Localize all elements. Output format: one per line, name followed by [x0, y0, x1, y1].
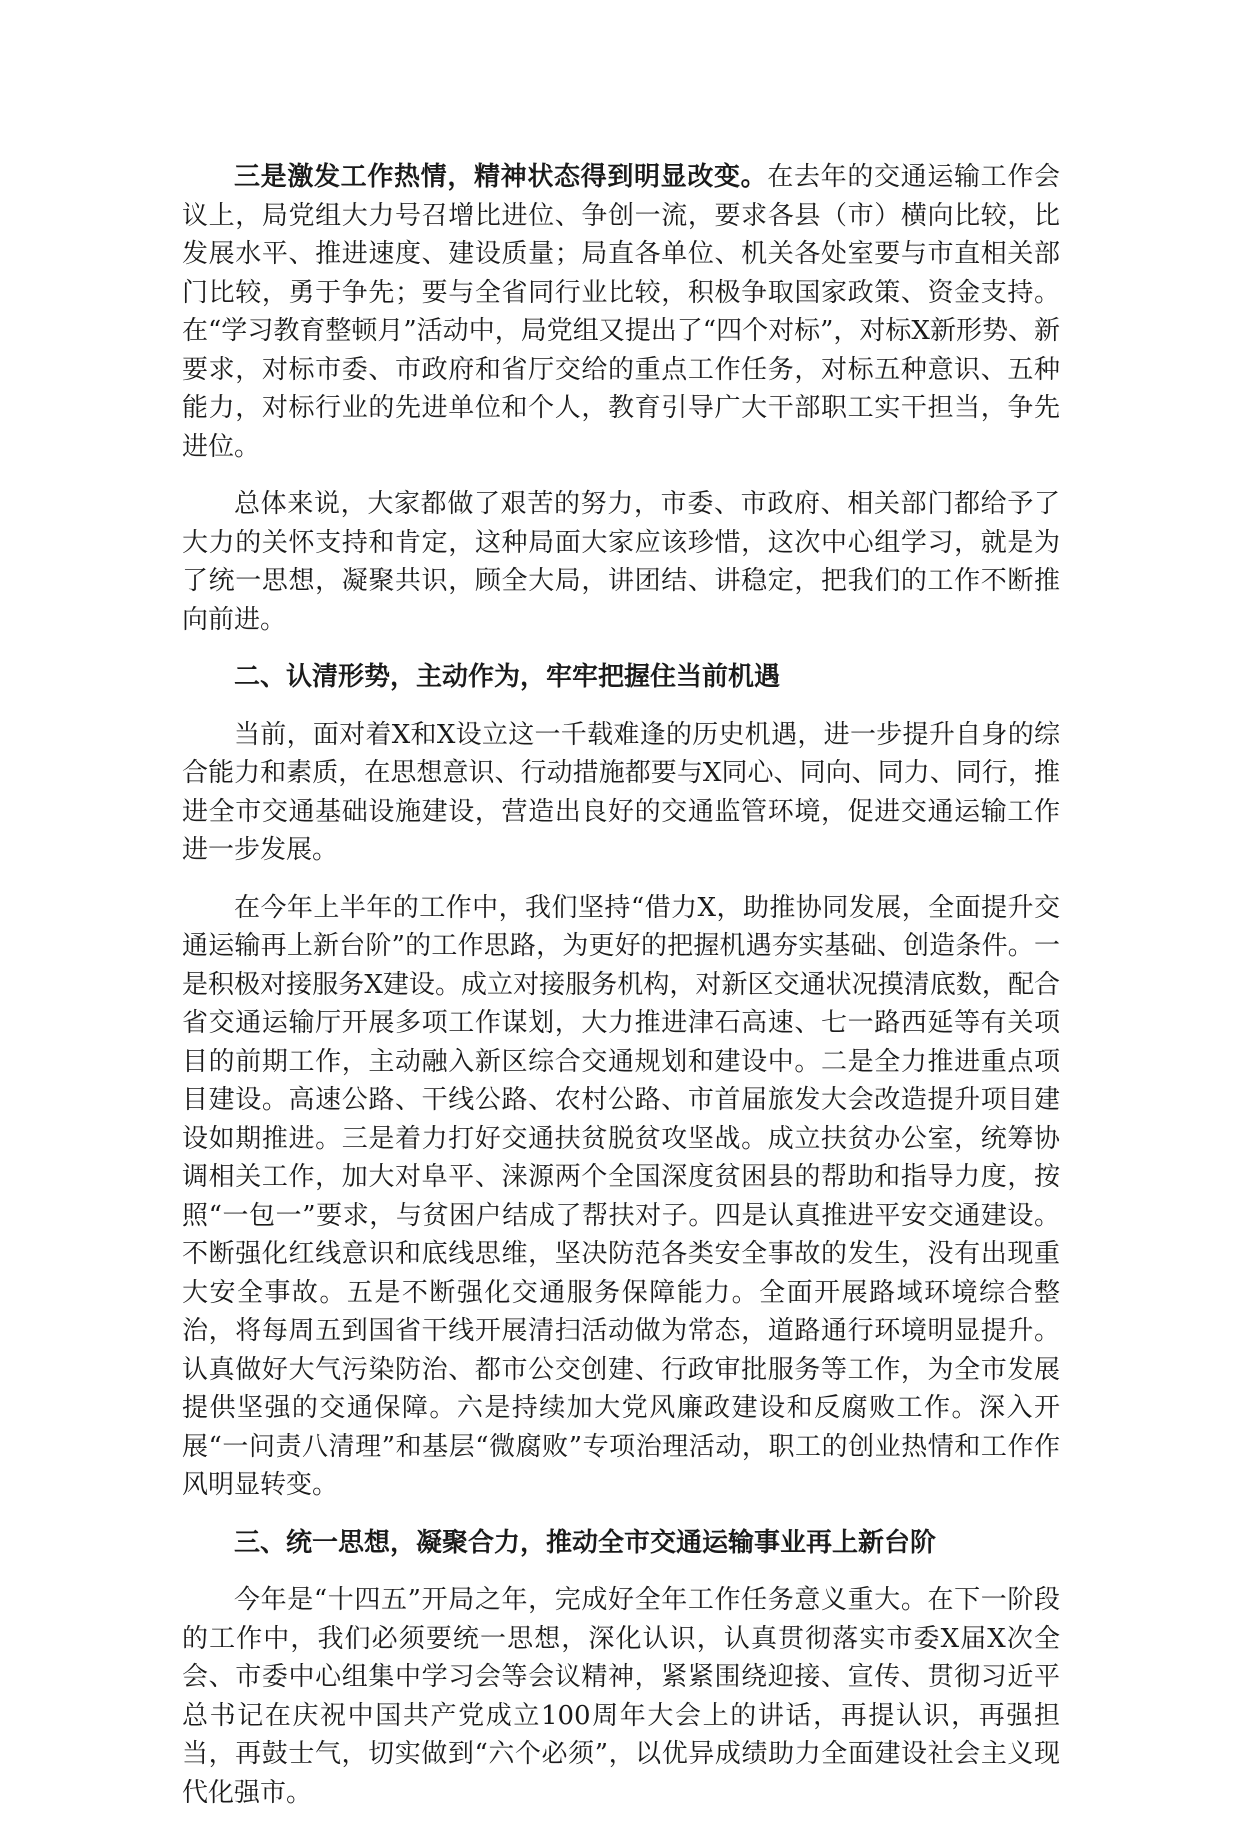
- paragraph-summary: [182, 485, 1060, 639]
- paragraph-spirit-improvement: [182, 158, 1060, 466]
- paragraph-text: 总体来说，大家都做了艰苦的努力，市委、市政府、相关部门都给予了大力的关怀支持和肯定，这种局面大家应该珍惜，这次中心组学习，就是为了统一思想，凝聚共识，顾全大局，讲团结、讲稳定，把我们的工作不断推向前进。: [182, 489, 1060, 635]
- paragraph-text: 当前，面对着X和X设立这一千载难逢的历史机遇，进一步提升自身的综合能力和素质，在思想意识、行动措施都要与X同心、同向、同力、同行，推进全市交通基础设施建设，营造出良好的交通监管环境，促进交通运输工作进一步发展。: [182, 719, 1060, 865]
- section-heading-3: 三、统一思想，凝聚合力，推动全市交通运输事业再上新台阶: [234, 1527, 937, 1558]
- paragraph-first-half-work: [182, 889, 1060, 1505]
- paragraph-text: 今年是“十四五”开局之年，完成好全年工作任务意义重大。在下一阶段的工作中，我们必须要统一思想，深化认识，认真贯彻落实市委X届X次全会、市委中心组集中学习会等会议精神，紧紧围绕迎接、宣传、贯彻习近平总书记在庆祝中国共产党成立100周年大会上的讲话，再提认识，再强担当，再鼓士气，切实做到“六个必须”，以优异成绩助力全面建设社会主义现代化强市。: [182, 1585, 1060, 1808]
- document-body: [182, 158, 1060, 1831]
- paragraph-this-year: [182, 1581, 1060, 1812]
- paragraph-text: 在今年上半年的工作中，我们坚持“借力X，助推协同发展，全面提升交通运输再上新台阶”的工作思路，为更好的把握机遇夯实基础、创造条件。一是积极对接服务X建设。成立对接服务机构，对新区交通状况摸清底数，配合省交通运输厅开展多项工作谋划，大力推进津石高速、七一路西延等有关项目的前期工作，主动融入新区综合交通规划和建设中。二是全力推进重点项目建设。高速公路、干线公路、农村公路、市首届旅发大会改造提升项目建设如期推进。三是着力打好交通扶贫脱贫攻坚战。成立扶贫办公室，统筹协调相关工作，加大对阜平、涞源两个全国深度贫困县的帮助和指导力度，按照“一包一”要求，与贫困户结成了帮扶对子。四是认真推进平安交通建设。不断强化红线意识和底线思维，坚决防范各类安全事故的发生，没有出现重大安全事故。五是不断强化交通服务保障能力。全面开展路域环境综合整治，将每周五到国省干线开展清扫活动做为常态，道路通行环境明显提升。认真做好大气污染防治、都市公交创建、行政审批服务等工作，为全市发展提供坚强的交通保障。六是持续加大党风廉政建设和反腐败工作。深入开展“一问责八清理”和基层“微腐败”专项治理活动，职工的创业热情和工作作风明显转变。: [182, 892, 1060, 1500]
- paragraph-current-situation: [182, 716, 1060, 870]
- paragraph-text: 在去年的交通运输工作会议上，局党组大力号召增比进位、争创一流，要求各县（市）横向比较，比发展水平、推进速度、建设质量；局直各单位、机关各处室要与市直相关部门比较，勇于争先；要与全省同行业比较，积极争取国家政策、资金支持。在“学习教育整顿月”活动中，局党组又提出了“四个对标”，对标X新形势、新要求，对标市委、市政府和省厅交给的重点工作任务，对标五种意识、五种能力，对标行业的先进单位和个人，教育引导广大干部职工实干担当，争先进位。: [182, 162, 1060, 462]
- section-heading-2: 二、认清形势，主动作为，牢牢把握住当前机遇: [234, 662, 781, 692]
- paragraph-lead-bold: 三是激发工作热情，精神状态得到明显改变。: [234, 162, 768, 192]
